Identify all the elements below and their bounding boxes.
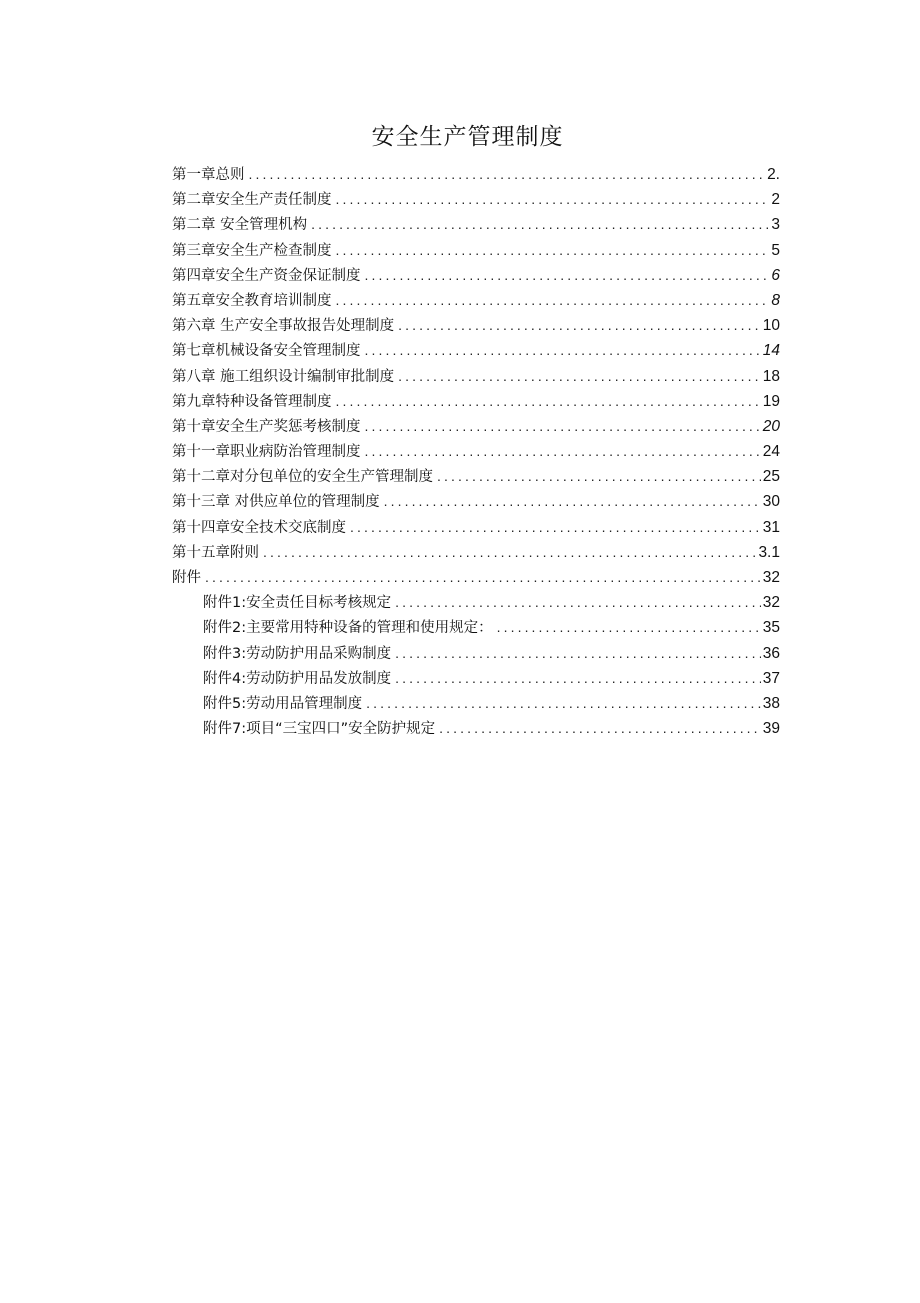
toc-entry-appendix-2 — [172, 615, 780, 640]
toc-dot-leader — [395, 641, 761, 666]
toc-entry-label: 第九章特种设备管理制度 — [172, 393, 332, 410]
toc-dot-leader — [395, 590, 761, 615]
toc-entry-appendix-5 — [172, 691, 780, 716]
toc-entry-page: 14 — [762, 342, 780, 360]
toc-entry-chapter-4 — [172, 263, 780, 288]
toc-entry-page: 6 — [771, 266, 780, 284]
toc-entry-label: 第十二章对分包单位的安全生产管理制度 — [172, 469, 433, 486]
toc-entry-page: 24 — [762, 443, 780, 461]
toc-entry-chapter-5 — [172, 288, 780, 313]
toc-dot-leader — [398, 313, 761, 338]
toc-entry-label: 第十五章附则 — [172, 544, 259, 561]
toc-entry-label: 第十章安全生产奖惩考核制度 — [172, 418, 361, 435]
toc-dot-leader — [350, 515, 761, 540]
toc-entry-chapter-8 — [172, 364, 780, 389]
toc-dot-leader — [336, 389, 761, 414]
toc-entry-chapter-6 — [172, 313, 780, 338]
toc-entry-appendix-4 — [172, 666, 780, 691]
toc-entry-page: 39 — [762, 720, 780, 738]
toc-entry-label: 附件 — [172, 570, 201, 586]
toc-entry-label: 附件5:劳动用品管理制度 — [203, 695, 363, 712]
toc-entry-page: 32 — [762, 594, 780, 612]
toc-dot-leader — [336, 187, 770, 212]
toc-entry-page: 25 — [762, 468, 780, 486]
toc-entry-chapter-2b — [172, 212, 780, 237]
toc-entry-label: 附件4:劳动防护用品发放制度 — [203, 670, 392, 687]
toc-entry-label: 附件2:主要常用特种设备的管理和使用规定： — [203, 620, 493, 637]
toc-entry-chapter-11 — [172, 439, 780, 464]
toc-entry-page: 32 — [762, 569, 780, 586]
document-title: 安全生产管理制度 — [371, 124, 564, 150]
toc-entry-label: 第二章安全生产责任制度 — [172, 192, 332, 209]
toc-entry-label: 第十三章 对供应单位的管理制度 — [172, 494, 380, 511]
toc-entry-label: 第三章安全生产检查制度 — [172, 242, 332, 259]
toc-entry-label: 附件1:安全责任目标考核规定 — [203, 595, 392, 612]
toc-dot-leader — [365, 414, 761, 439]
toc-entry-page: 19 — [762, 392, 780, 410]
toc-entry-appendix-3 — [172, 641, 780, 666]
toc-entry-label: 第八章 施工组织设计编制审批制度 — [172, 368, 395, 385]
toc-entry-appendix — [172, 565, 780, 590]
toc-dot-leader — [311, 212, 769, 237]
toc-entry-page: 2. — [767, 166, 780, 183]
toc-entry-chapter-3 — [172, 238, 780, 263]
toc-entry-page: 3.1 — [758, 543, 780, 561]
toc-entry-appendix-7 — [172, 716, 780, 741]
toc-entry-chapter-13 — [172, 489, 780, 514]
toc-entry-page: 8 — [771, 291, 780, 309]
toc-dot-leader — [336, 238, 770, 263]
toc-dot-leader — [398, 364, 761, 389]
toc-entry-chapter-7 — [172, 338, 780, 363]
toc-entry-chapter-10 — [172, 414, 780, 439]
toc-entry-label: 第一章总则 — [172, 167, 245, 183]
toc-entry-label: 第七章机械设备安全管理制度 — [172, 343, 361, 360]
toc-entry-page: 18 — [762, 367, 780, 385]
toc-entry-label: 附件3:劳动防护用品采购制度 — [203, 645, 392, 662]
table-of-contents — [172, 162, 780, 741]
toc-entry-page: 10 — [762, 317, 780, 335]
toc-entry-label: 第五章安全教育培训制度 — [172, 292, 332, 309]
toc-entry-appendix-1 — [172, 590, 780, 615]
toc-entry-page: 37 — [762, 669, 780, 687]
toc-entry-page: 35 — [762, 619, 780, 637]
toc-dot-leader — [384, 489, 761, 514]
toc-entry-page: 38 — [762, 694, 780, 712]
toc-entry-page: 2 — [771, 191, 780, 209]
toc-dot-leader — [336, 288, 770, 313]
toc-entry-chapter-12 — [172, 464, 780, 489]
toc-dot-leader — [366, 691, 761, 716]
toc-dot-leader — [263, 540, 756, 565]
toc-entry-page: 5 — [771, 241, 780, 259]
toc-dot-leader — [205, 565, 761, 590]
toc-entry-label: 第二章 安全管理机构 — [172, 217, 308, 234]
toc-entry-label: 第十四章安全技术交底制度 — [172, 519, 346, 536]
toc-entry-chapter-14 — [172, 515, 780, 540]
toc-entry-page: 36 — [762, 644, 780, 662]
toc-entry-label: 第十一章职业病防治管理制度 — [172, 444, 361, 461]
toc-entry-chapter-9 — [172, 389, 780, 414]
toc-entry-page: 30 — [762, 493, 780, 511]
toc-entry-label: 第四章安全生产资金保证制度 — [172, 267, 361, 284]
toc-dot-leader — [437, 464, 761, 489]
toc-entry-page: 3 — [771, 216, 780, 234]
toc-entry-label: 附件7:项目“三宝四口”安全防护规定 — [203, 721, 436, 738]
toc-entry-chapter-1 — [172, 162, 780, 187]
toc-entry-page: 31 — [762, 518, 780, 536]
toc-dot-leader — [365, 439, 761, 464]
toc-dot-leader — [365, 263, 770, 288]
toc-dot-leader — [249, 162, 766, 187]
toc-entry-page: 20 — [762, 417, 780, 435]
toc-dot-leader — [439, 716, 761, 741]
toc-entry-chapter-15 — [172, 540, 780, 565]
toc-dot-leader — [395, 666, 761, 691]
toc-dot-leader — [497, 615, 761, 640]
toc-entry-label: 第六章 生产安全事故报告处理制度 — [172, 318, 395, 335]
toc-dot-leader — [365, 338, 761, 363]
toc-entry-chapter-2 — [172, 187, 780, 212]
